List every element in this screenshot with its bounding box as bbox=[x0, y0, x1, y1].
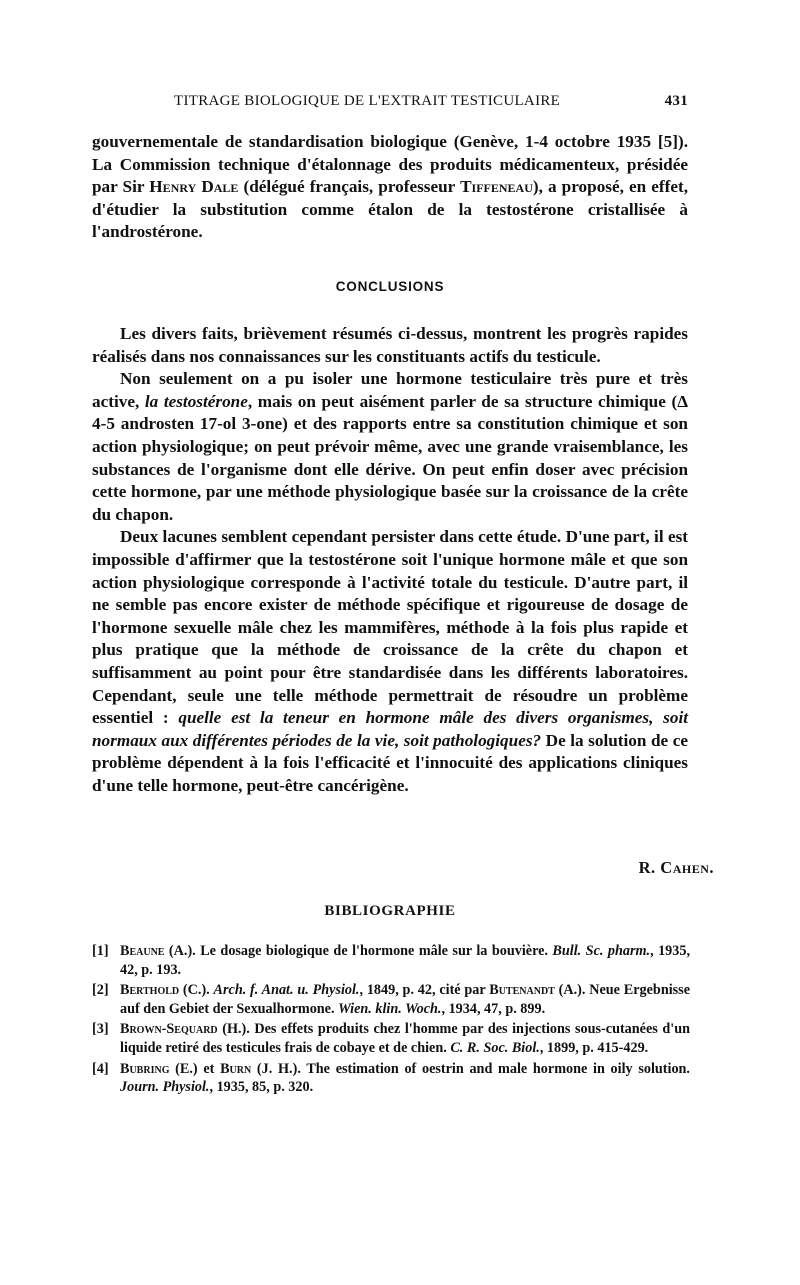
reference-number: [4] bbox=[92, 1060, 109, 1077]
bibliography-list bbox=[92, 942, 690, 1099]
reference-author: Berthold (C.). bbox=[120, 982, 210, 999]
reference-text: The estimation of oestrin and male hormone in oily solution. bbox=[300, 1060, 690, 1077]
reference-number: [2] bbox=[92, 982, 109, 999]
reference-text: et bbox=[197, 1060, 221, 1077]
person-name-tiffeneau: Tiffeneau bbox=[460, 177, 533, 197]
reference-journal: C. R. Soc. Biol. bbox=[450, 1039, 540, 1056]
reference-item bbox=[92, 1060, 690, 1097]
paragraph-text-part: De la solution de ce problème dépendent à la fois l'efficacité et l'innocuité des applications cliniques d'une telle hormone, peut-être cancérigène. bbox=[92, 730, 689, 795]
reference-details: , 1934, 47, p. 899. bbox=[441, 1000, 546, 1017]
conclusions-heading: CONCLUSIONS bbox=[335, 279, 445, 294]
intro-text-part: (délégué français, professeur bbox=[238, 177, 461, 197]
reference-author: Burn (J. H.). bbox=[220, 1060, 301, 1077]
person-name-dale: Henry Dale bbox=[149, 177, 239, 197]
reference-journal: Arch. f. Anat. u. Physiol. bbox=[213, 982, 360, 999]
conclusions-paragraph-3 bbox=[92, 526, 688, 797]
reference-item bbox=[92, 981, 690, 1018]
reference-details: , 1935, 85, p. 320. bbox=[209, 1079, 314, 1096]
italic-term-testosterone: la testostérone bbox=[144, 391, 248, 411]
page-number: 431 bbox=[664, 93, 688, 109]
intro-paragraph bbox=[92, 131, 688, 244]
author-signature: R. Cahen. bbox=[638, 858, 714, 877]
paragraph-text-part: Deux lacunes semblent cependant persister dans cette étude. D'une part, il est impossible d'affirmer que la testostérone soit l'unique hormone mâle et que son action physiologique corresponde à l'activité totale du testicule. D'autre part, il ne semble pas encore exister de méthode spécifique et rigoureuse de dosage de l'hormone sexuelle mâle chez les mammifères, méthode à la fois plus rapide et plus pratique que la méthode de croissance de la crête du chapon et suffisamment au point pour être standardisée dans les différents laboratoires. Cependant, seule une telle méthode permettrait de résoudre un problème essentiel : bbox=[92, 527, 688, 728]
reference-author: Butenandt (A.). bbox=[489, 982, 586, 999]
reference-text: Le dosage biologique de l'hormone mâle sur la bouvière. bbox=[195, 943, 553, 959]
intro-text-part: ), a proposé, en effet, d'étudier la substitution comme étalon de la testostérone cristallisée à l'androstérone. bbox=[92, 177, 688, 242]
reference-number: [3] bbox=[92, 1021, 109, 1038]
conclusions-body bbox=[92, 323, 688, 797]
intro-text-part: gouvernementale de standardisation biologique (Genève, 1-4 octobre 1935 [5]). La Commission technique d'étalonnage des produits médicamenteux, présidée par Sir bbox=[92, 132, 688, 197]
reference-item bbox=[92, 942, 690, 979]
reference-author: Beaune (A.). bbox=[120, 943, 196, 959]
reference-journal: Bull. Sc. pharm. bbox=[552, 943, 651, 959]
paragraph-text-part: Non seulement on a pu isoler une hormone testiculaire très pure et très active, bbox=[92, 369, 688, 411]
reference-number: [1] bbox=[92, 943, 109, 959]
bibliography-heading: BIBLIOGRAPHIE bbox=[324, 903, 456, 919]
reference-journal: Journ. Physiol. bbox=[120, 1079, 210, 1096]
reference-details: , 1849, p. 42, cité par bbox=[359, 982, 490, 999]
reference-item bbox=[92, 1020, 690, 1057]
paragraph-text-part: , mais on peut aisément parler de sa structure chimique (Δ 4-5 androsten 17-ol 3-one) et des rapports entre sa constitution chimique et son action physiologique; on peut prévoir même, avec une grande vraisemblance, les substances de l'organisme dont elle dérive. On peut enfin doser avec précision cette hormone, par une méthode physiologique basée sur la croissance de la crête du chapon. bbox=[92, 391, 688, 524]
italic-question: quelle est la teneur en hormone mâle des divers organismes, soit normaux aux différentes périodes de la vie, soit pathologiques? bbox=[92, 708, 688, 750]
reference-text: Neue Ergebnisse auf den Gebiet der Sexualhormone. bbox=[120, 982, 690, 1017]
running-title: TITRAGE BIOLOGIQUE DE L'EXTRAIT TESTICULAIRE bbox=[174, 93, 561, 109]
reference-details: , 1899, p. 415-429. bbox=[539, 1039, 649, 1056]
reference-details: , 1935, 42, p. 193. bbox=[120, 943, 690, 978]
reference-journal: Wien. klin. Woch. bbox=[338, 1000, 442, 1017]
reference-text: Des effets produits chez l'homme par des injections sous-cutanées d'un liquide retiré des testicules frais de cobaye et de chien. bbox=[120, 1021, 690, 1056]
reference-author: Brown-Sequard (H.). bbox=[120, 1021, 250, 1038]
conclusions-paragraph-1: Les divers faits, brièvement résumés ci-dessus, montrent les progrès rapides réalisés dans nos connaissances sur les constituants actifs du testicule. bbox=[92, 324, 688, 366]
intro-text bbox=[92, 131, 688, 244]
conclusions-paragraph-2 bbox=[92, 368, 688, 526]
reference-author: Bubring (E.) bbox=[120, 1060, 198, 1077]
running-header bbox=[92, 91, 688, 113]
